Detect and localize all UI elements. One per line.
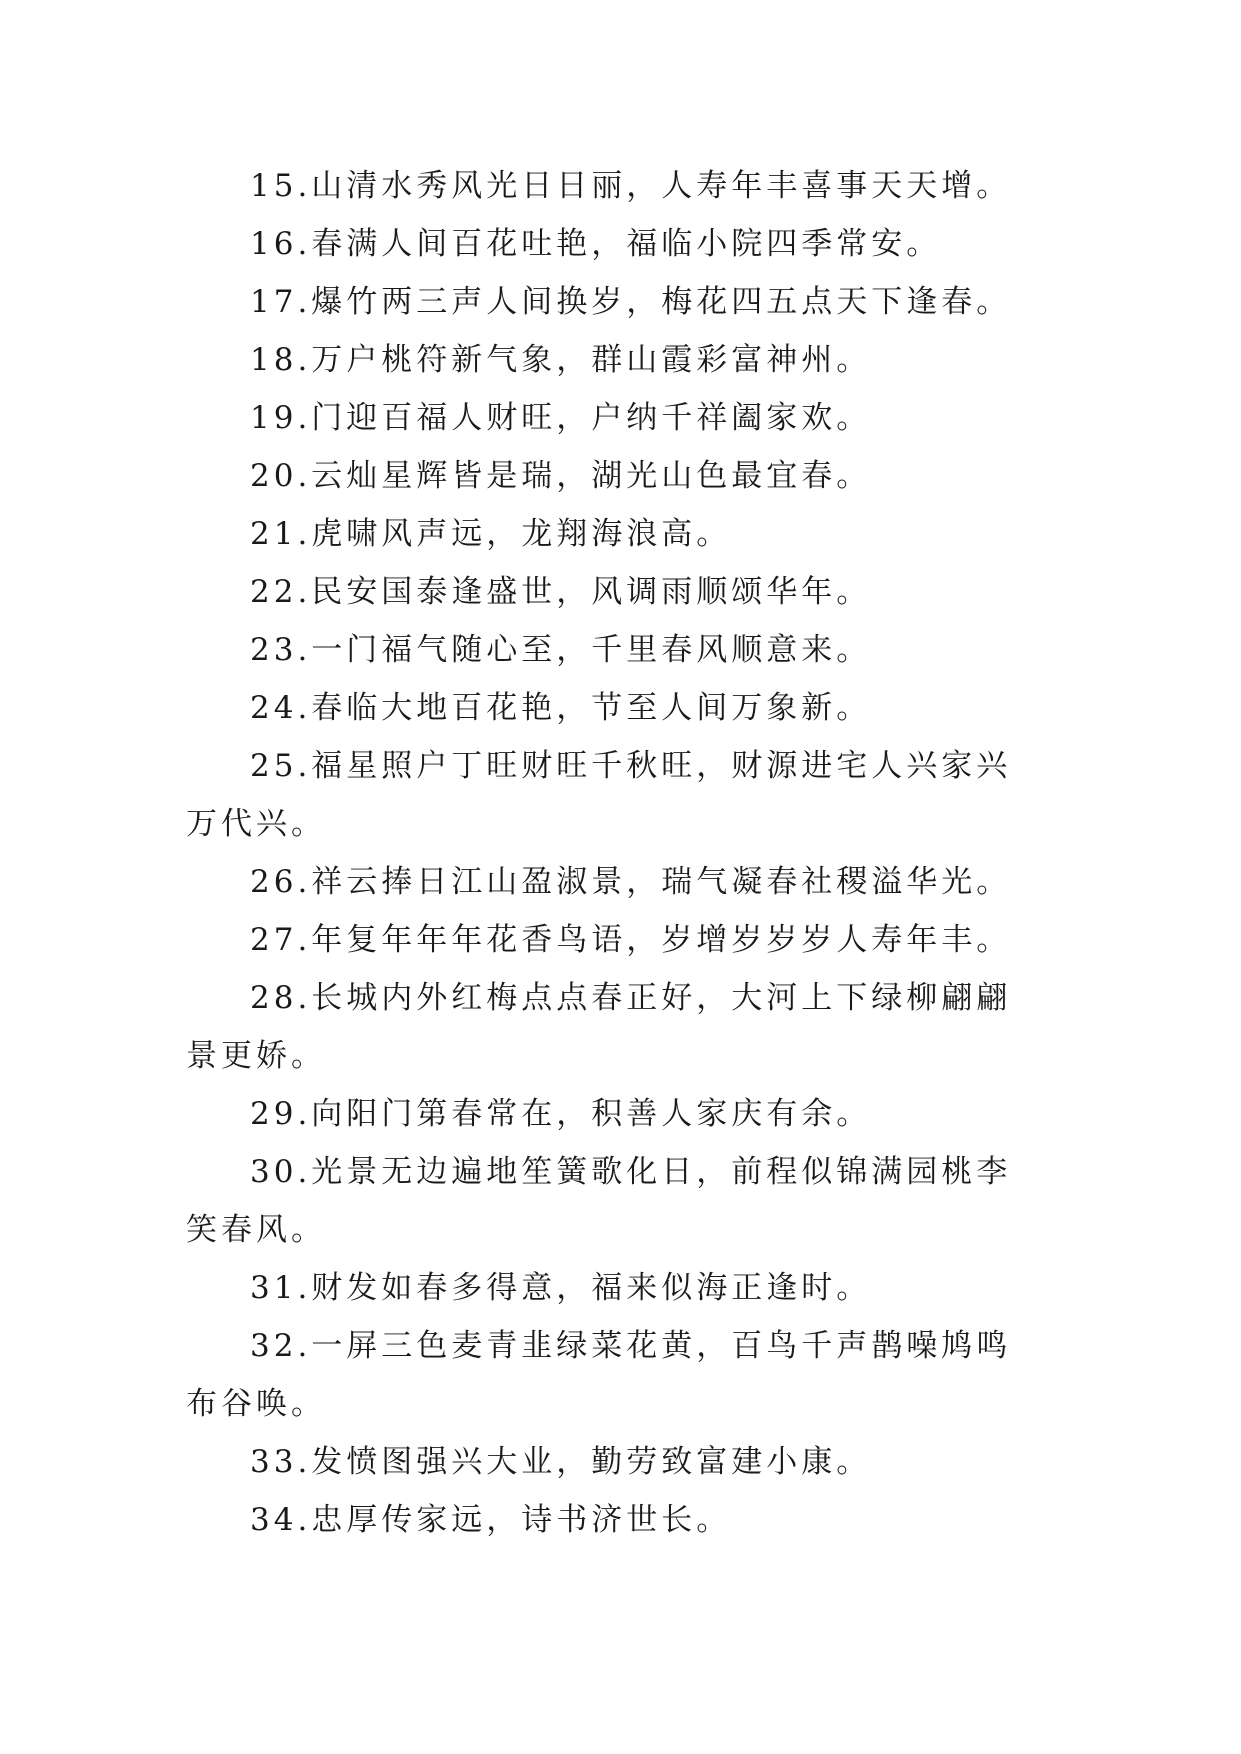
couplet-line-18: 18.万户桃符新气象，群山霞彩富神州。 [250, 342, 872, 378]
couplet-line-21: 21.虎啸风声远，龙翔海浪高。 [250, 516, 732, 552]
couplet-line-27: 27.年复年年年花香鸟语，岁增岁岁岁人寿年丰。 [250, 922, 1012, 958]
couplet-line-31: 31.财发如春多得意，福来似海正逢时。 [250, 1270, 872, 1306]
couplet-line-20: 20.云灿星辉皆是瑞，湖光山色最宜春。 [250, 458, 872, 494]
couplet-line-34: 34.忠厚传家远，诗书济世长。 [250, 1502, 732, 1538]
couplet-line-25: 25.福星照户丁旺财旺千秋旺，财源进宅人兴家兴万代兴。 [186, 748, 1012, 842]
couplet-line-16: 16.春满人间百花吐艳，福临小院四季常安。 [250, 226, 942, 262]
couplet-line-24: 24.春临大地百花艳，节至人间万象新。 [250, 690, 872, 726]
couplet-line-22: 22.民安国泰逢盛世，风调雨顺颂华年。 [250, 574, 872, 610]
couplet-line-28: 28.长城内外红梅点点春正好，大河上下绿柳翩翩景更娇。 [186, 980, 1012, 1074]
document-body [186, 157, 1046, 1549]
couplet-line-33: 33.发愤图强兴大业，勤劳致富建小康。 [250, 1444, 872, 1480]
couplet-line-30: 30.光景无边遍地笙簧歌化日，前程似锦满园桃李笑春风。 [186, 1154, 1012, 1248]
couplet-line-23: 23.一门福气随心至，千里春风顺意来。 [250, 632, 872, 668]
couplet-line-29: 29.向阳门第春常在，积善人家庆有余。 [250, 1096, 872, 1132]
couplet-line-17: 17.爆竹两三声人间换岁，梅花四五点天下逢春。 [250, 284, 1012, 320]
couplet-line-26: 26.祥云捧日江山盈淑景，瑞气凝春社稷溢华光。 [250, 864, 1012, 900]
couplet-line-32: 32.一屏三色麦青韭绿菜花黄，百鸟千声鹊噪鸠鸣布谷唤。 [186, 1328, 1012, 1422]
couplet-line-15: 15.山清水秀风光日日丽，人寿年丰喜事天天增。 [250, 168, 1012, 204]
couplet-line-19: 19.门迎百福人财旺，户纳千祥阖家欢。 [250, 400, 872, 436]
